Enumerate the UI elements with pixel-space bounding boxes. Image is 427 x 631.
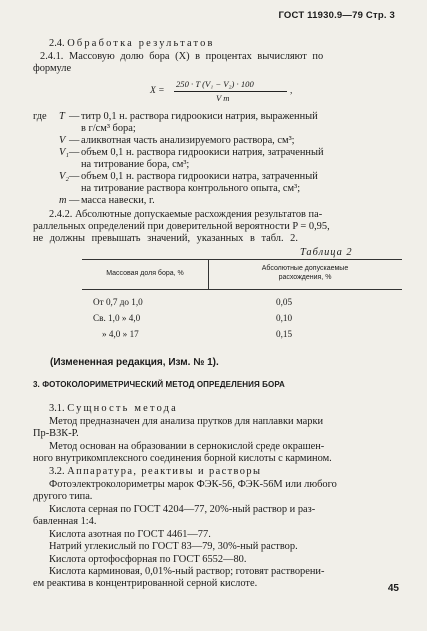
table-cell-value: 0,10 (276, 313, 293, 323)
section-3-2-heading: 3.2. Аппаратура, реактивы и растворы (49, 466, 262, 477)
amendment-note: (Измененная редакция, Изм. № 1). (50, 357, 219, 368)
def-T-line1: титр 0,1 н. раствора гидроокиси натрия, выраженный (81, 111, 318, 122)
paragraph-2-4-1-line1: 2.4.1. Массовую долю бора (X) в процентах вычисляют по (40, 51, 324, 62)
section-2-4-heading (49, 38, 215, 50)
def-V1-line2: на титрование бора, см³; (81, 159, 190, 170)
formula-numerator: 250 · T (V₁ − V₂) · 100 (176, 79, 254, 89)
reagent-line: другого типа. (33, 491, 93, 502)
def-symbol-V: V (59, 135, 66, 146)
boron-formula (150, 78, 295, 106)
def-symbol-V2: V₂ (59, 171, 69, 182)
section-3-1-heading: 3.1. Сущность метода (49, 403, 178, 414)
defs-lead: где (33, 111, 47, 122)
table-cell-range: » 4,0 » 17 (102, 329, 139, 339)
reagent-line: Кислота серная по ГОСТ 4204—77, 20%-ный раствор и раз- (49, 504, 316, 515)
fraction-bar (174, 91, 287, 92)
def-V-line1: аликвотная часть анализируемого раствора, см³; (81, 135, 295, 146)
table-header-mass-fraction: Массовая доля бора, % (106, 270, 184, 277)
running-header: ГОСТ 11930.9—79 Стр. 3 (278, 10, 395, 21)
table-cell-value: 0,05 (276, 297, 293, 307)
table-caption: Таблица 2 (300, 247, 353, 258)
reagent-line: Кислота карминовая, 0,01%-ный раствор; готовят растворени- (49, 566, 325, 577)
table-cell-range: Св. 1,0 » 4,0 (93, 313, 141, 323)
document-page: ГОСТ 11930.9—79 Стр. 3 2.4. Обработка результатов 2.4.1. Массовую долю бора (X) в процентах вычисляют по формуле X = 250 · T (V₁ − V₂) · 100 V m , где T — титр 0,1 н. раствора гидроокиси натрия, выраженный в г/см³ бора; V — аликвотная часть анализируемого раствора, см³; V₁ — объем 0,1 н. раствора гидроокиси натрия, затраченный на титрование бора, см³; V₂ — объем 0,1 н. раствора гидроокиси натра, затраченный на титрование раствора контрольного опыта, см³; m — масса навески, г. 2.4.2. Абсолютные допускаемые расхождения результатов па- раллельных определений при доверительной вероятности P = 0,95, не должны превышать значений, указанных в табл. 2. Таблица 2 Массовая доля бора, % Абсолютные допускаемые расхождения, % От 0,7 до 1,0 0,05 Св. 1,0 » 4,0 0,10 » 4,0 » 17 0,15 (Измененная редакция, Изм. № 1). 3. ФОТОКОЛОРИМЕТРИЧЕСКИЙ МЕТОД ОПРЕДЕЛЕНИЯ БОРА 3.1. Сущность метода Метод предназначен для анализа прутков для наплавки марки Пр-ВЗК-Р. Метод основан на образовании в сернокислой среде окрашен- ного внутрикомплексного соединения борной кислоты с кармином. 3.2. Аппаратура, реактивы и растворы Фотоэлектроколориметры марок ФЭК-56, ФЭК-56М или любого другого типа. Кислота серная по ГОСТ 4204—77, 20%-ный раствор и раз- бавленная 1:4. Кислота азотная по ГОСТ 4461—77. Натрий углекислый по ГОСТ 83—79, 30%-ный раствор. Кислота ортофосфорная по ГОСТ 6552—80. Кислота карминовая, 0,01%-ный раствор; готовят растворени- ем реактива в концентрированной серной кислоте. 45 (0, 0, 427, 631)
paragraph-3-1-line2: Пр-ВЗК-Р. (33, 428, 79, 439)
def-m-line1: масса навески, г. (81, 195, 155, 206)
paragraph-2-4-2-line3: не должны превышать значений, указанных в табл. 2. (33, 233, 298, 244)
table-cell-range: От 0,7 до 1,0 (93, 297, 143, 307)
paragraph-3-1-line3: Метод основан на образовании в сернокислой среде окрашен- (49, 441, 325, 452)
table-cell-value: 0,15 (276, 329, 293, 339)
reagent-line: Натрий углекислый по ГОСТ 83—79, 30%-ный раствор. (49, 541, 298, 552)
reagent-line: Кислота ортофосфорная по ГОСТ 6552—80. (49, 554, 247, 565)
paragraph-2-4-2-line1: 2.4.2. Абсолютные допускаемые расхождения результатов па- (49, 209, 323, 220)
page-number: 45 (387, 583, 399, 594)
paragraph-3-1-line1: Метод предназначен для анализа прутков для наплавки марки (49, 416, 324, 427)
formula-denominator: V m (216, 93, 230, 103)
reagent-line: Фотоэлектроколориметры марок ФЭК-56, ФЭК-56М или любого (49, 479, 337, 490)
paragraph-2-4-1-line2: формуле (33, 63, 72, 74)
def-symbol-V1: V₁ (59, 147, 69, 158)
def-V1-line1: объем 0,1 н. раствора гидроокиси натрия, затраченный (81, 147, 324, 158)
formula-lhs: X = (150, 86, 165, 96)
def-V2-line2: на титрование раствора контрольного опыта, см³; (81, 183, 301, 194)
def-symbol-T: T (59, 111, 65, 122)
def-symbol-m: m (59, 195, 67, 206)
section-number: 2.4. (49, 38, 65, 49)
formula-comma: , (290, 86, 293, 96)
section-title: Обработка результатов (67, 38, 215, 49)
paragraph-3-1-line4: ного внутрикомплексного соединения борной кислоты с кармином. (33, 453, 332, 464)
reagent-line: Кислота азотная по ГОСТ 4461—77. (49, 529, 211, 540)
def-V2-line1: объем 0,1 н. раствора гидроокиси натра, затраченный (81, 171, 318, 182)
section-3-title: 3. ФОТОКОЛОРИМЕТРИЧЕСКИЙ МЕТОД ОПРЕДЕЛЕНИЯ БОРА (33, 380, 285, 389)
paragraph-2-4-2-line2: раллельных определений при доверительной вероятности P = 0,95, (33, 221, 330, 232)
def-T-line2: в г/см³ бора; (81, 123, 136, 134)
reagent-line: бавленная 1:4. (33, 516, 97, 527)
table-header-tolerance: Абсолютные допускаемые расхождения, % (261, 265, 349, 281)
reagent-line: ем реактива в концентрированной серной кислоте. (33, 578, 258, 589)
